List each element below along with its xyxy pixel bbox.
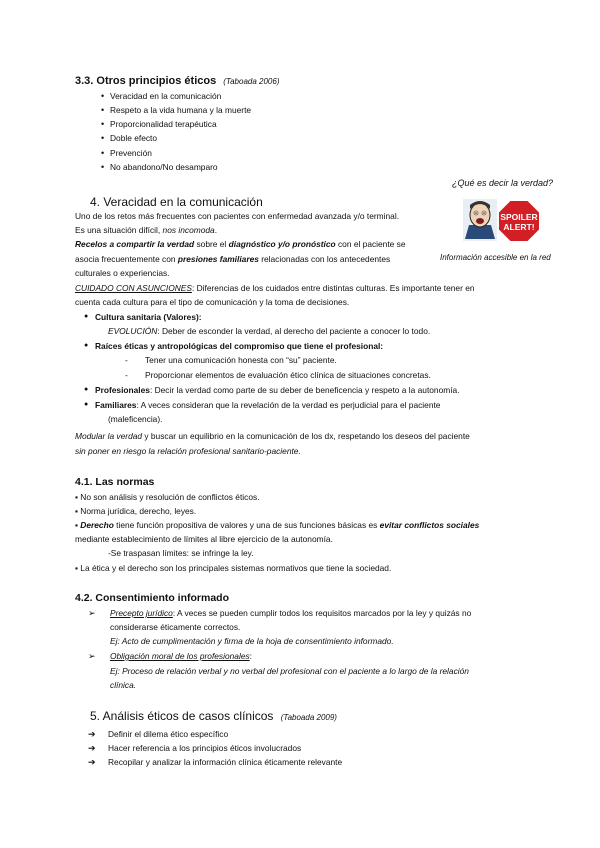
arrow-subtext: clínica. (110, 680, 137, 690)
text-run: : A veces consideran que la revelación de la verdad es perjudicial para el paciente (136, 400, 441, 410)
paragraph-line: Uno de los retos más frecuentes con pacientes con enfermedad avanzada y/o terminal. (75, 211, 400, 221)
list-item: • No abandono/No desamparo (110, 162, 218, 172)
bullet-subtext: (maleficencia). (108, 414, 163, 424)
text-run: nos incomoda (162, 225, 215, 235)
list-item: • Prevención (110, 148, 152, 158)
text-run: presiones familiares (177, 254, 259, 264)
text-run: Modular la verdad (75, 431, 143, 441)
paragraph-line (75, 254, 390, 264)
paragraph-line: culturales o experiencias. (75, 268, 170, 278)
dash-item: - Tener una comunicación honesta con “su” paciente. (145, 355, 337, 365)
list-item: • Proporcionalidad terapéutica (110, 119, 217, 129)
bullet-item (95, 385, 460, 395)
list-item: ➔ Hacer referencia a los principios éticos involucrados (108, 743, 301, 753)
text-run: Es una situación difícil, (75, 225, 163, 235)
section-title: 3.3. Otros principios éticos (75, 75, 217, 87)
text-run: Profesionales (95, 385, 150, 395)
text-run: con el paciente se (335, 239, 406, 249)
list-item: ➔ Definir el dilema ético específico (108, 729, 228, 739)
text-run: : (249, 651, 252, 661)
side-question: ¿Qué es decir la verdad? (452, 178, 554, 188)
section-5-heading (90, 709, 337, 723)
text-run: diagnóstico y/o pronóstico (228, 239, 336, 249)
text-run: Precepto jurídico (110, 608, 173, 618)
badge-line-1: SPOILER (500, 212, 538, 222)
bullet-item (95, 400, 440, 410)
section-4-2-heading: 4.2. Consentimiento informado (75, 592, 230, 604)
text-run: : Diferencias de los cuidados entre distintas culturas. Es importante tener en (191, 283, 475, 293)
text-run: ▪ (75, 520, 81, 530)
arrow-item (110, 608, 471, 618)
section-4-1-heading: 4.1. Las normas (75, 476, 155, 488)
text-run: : Decir la verdad como parte de su deber de beneficencia y respeto a la autonomía. (149, 385, 460, 395)
text-run: evitar conflictos sociales (379, 520, 480, 530)
paragraph-line (75, 239, 406, 249)
text-run: CUIDADO CON ASUNCIONES (75, 283, 192, 293)
list-item: mediante establecimiento de límites al libre ejercicio de la autonomía. (75, 534, 333, 544)
section-4-heading: 4. Veracidad en la comunicación (90, 195, 263, 209)
paragraph-line (75, 225, 217, 235)
text-run: y buscar un equilibrio en la comunicación de los dx, respetando los deseos del paciente (142, 431, 470, 441)
list-item: ▪ No son análisis y resolución de conflictos éticos. (75, 492, 260, 502)
list-item: ➔ Recopilar y analizar la información clínica éticamente relevante (108, 757, 342, 767)
bullet-subtext (108, 326, 430, 336)
text-run: EVOLUCIÓN (108, 326, 158, 336)
text-run: . (214, 225, 218, 235)
dash-item: - Proporcionar elementos de evaluación ético clínica de situaciones concretas. (145, 370, 431, 380)
spoiler-alert-badge (497, 199, 541, 243)
list-item: -Se traspasan límites: se infringe la ley. (108, 548, 254, 558)
list-item (75, 520, 479, 530)
section-3-3-heading (75, 75, 279, 87)
text-run: relacionadas con los antecedentes (258, 254, 391, 264)
list-item: • Respeto a la vida humana y la muerte (110, 105, 251, 115)
paragraph-line: sin poner en riesgo la relación profesional sanitario-paciente. (75, 446, 301, 456)
citation: (Taboada 2006) (223, 77, 280, 86)
paragraph-line: cuenta cada cultura para el tipo de comunicación y la toma de decisiones. (75, 297, 350, 307)
arrow-item (110, 651, 252, 661)
text-run: : A veces se pueden cumplir todos los requisitos marcados por la ley y quizás no (172, 608, 472, 618)
list-item: • Veracidad en la comunicación (110, 91, 221, 101)
section-title: 5. Análisis éticos de casos clínicos (90, 709, 274, 723)
text-run: Recelos a compartir la verdad (75, 239, 195, 249)
badge-line-2: ALERT! (503, 222, 535, 232)
bullet-item: ● Raíces éticas y antropológicas del compromiso que tiene el profesional: (95, 341, 383, 351)
paragraph-line (75, 431, 470, 441)
bullet-item: ● Cultura sanitaria (Valores): (95, 312, 202, 322)
text-run: asocia frecuentemente con (75, 254, 178, 264)
arrow-subtext: considerarse éticamente correctos. (110, 622, 241, 632)
text-run: tiene función propositiva de valores y una de sus funciones básicas es (113, 520, 380, 530)
text-run: : Deber de esconder la verdad, al derecho del paciente a conocer lo todo. (157, 326, 431, 336)
list-item: ▪ Norma jurídica, derecho, leyes. (75, 506, 197, 516)
text-run: Derecho (80, 520, 114, 530)
citation: (Taboada 2009) (280, 713, 337, 722)
list-item: ▪ La ética y el derecho son los principales sistemas normativos que tiene la sociedad. (75, 563, 392, 573)
cartoon-face-illustration (463, 199, 497, 241)
text-run: sobre el (194, 239, 229, 249)
list-item: • Doble efecto (110, 133, 157, 143)
text-run: Obligación moral de los profesionales (110, 651, 250, 661)
paragraph-line (75, 283, 475, 293)
text-run: Familiares (95, 400, 137, 410)
arrow-subtext: Ej: Proceso de relación verbal y no verbal del profesional con el paciente a lo largo de la relación (110, 666, 469, 676)
image-caption: Información accesible en la red (440, 253, 551, 262)
arrow-subtext: Ej: Acto de cumplimentación y firma de la hoja de consentimiento informado. (110, 636, 394, 646)
